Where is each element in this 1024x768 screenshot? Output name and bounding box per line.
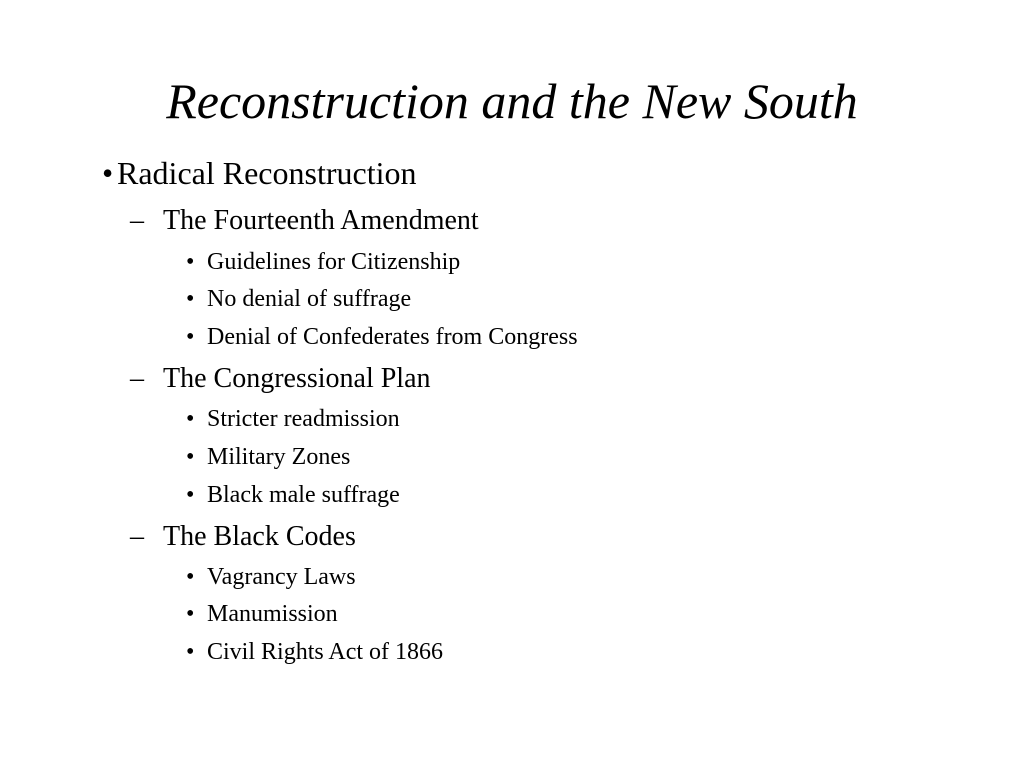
- outline-text: Stricter readmission: [207, 406, 400, 432]
- outline-text: Black male suffrage: [207, 482, 400, 508]
- outline-text: No denial of suffrage: [207, 286, 412, 312]
- bullet-icon: •: [186, 601, 195, 627]
- dash-icon: –: [130, 521, 144, 552]
- bullet-icon: •: [102, 155, 114, 191]
- bullet-icon: •: [186, 249, 195, 275]
- bullet-icon: •: [186, 406, 195, 432]
- bullet-icon: •: [186, 639, 195, 665]
- bullet-icon: •: [186, 564, 195, 590]
- outline-text: Guidelines for Citizenship: [207, 249, 461, 275]
- dash-icon: –: [130, 363, 144, 394]
- outline-text: Military Zones: [207, 444, 351, 470]
- bullet-icon: •: [186, 286, 195, 312]
- outline-text: Manumission: [207, 601, 338, 627]
- outline-text: The Black Codes: [163, 521, 356, 552]
- slide-title: Reconstruction and the New South: [166, 73, 858, 129]
- outline-text: Vagrancy Laws: [207, 564, 356, 590]
- bullet-icon: •: [186, 482, 195, 508]
- outline-text: The Fourteenth Amendment: [163, 205, 479, 236]
- outline-text: Denial of Confederates from Congress: [207, 324, 578, 350]
- dash-icon: –: [130, 205, 144, 236]
- outline-text: Radical Reconstruction: [117, 155, 417, 191]
- outline-text: Civil Rights Act of 1866: [207, 639, 444, 665]
- bullet-icon: •: [186, 444, 195, 470]
- outline-text: The Congressional Plan: [163, 363, 431, 394]
- bullet-icon: •: [186, 324, 195, 350]
